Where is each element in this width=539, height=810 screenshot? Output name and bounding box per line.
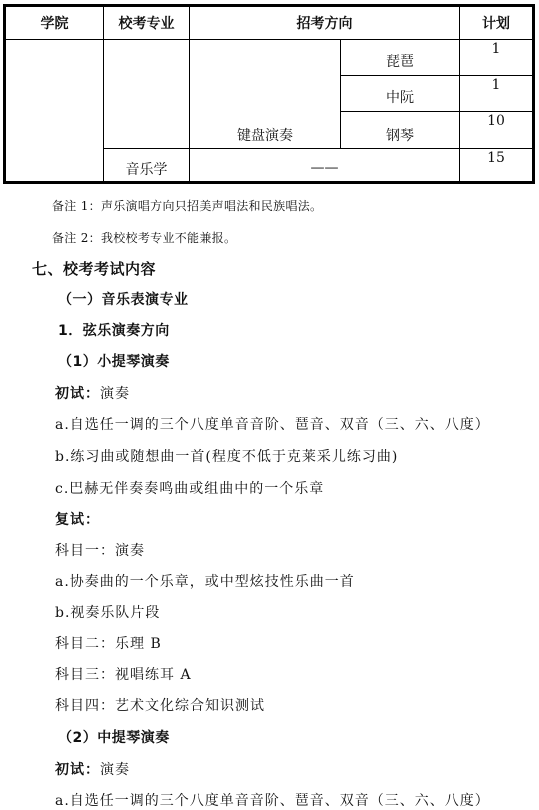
prelim-line <box>55 383 130 403</box>
list-item: 科目一：演奏 <box>55 543 145 559</box>
subsection-heading: （一）音乐表演专业 <box>58 292 189 308</box>
list-item: b.视奏乐队片段 <box>55 605 161 621</box>
list-item: c.巴赫无伴奏奏鸣曲或组曲中的一个乐章 <box>55 481 325 497</box>
list-item: a.自选任一调的三个八度单音音阶、琶音、双音（三、六、八度） <box>55 793 490 809</box>
cell-plan: 1 <box>491 77 501 93</box>
prelim-value: 演奏 <box>100 386 130 402</box>
cell-direction: 键盘演奏 <box>237 128 293 144</box>
header-direction: 招考方向 <box>296 16 353 32</box>
note-1: 备注 1：声乐演唱方向只招美声唱法和民族唱法。 <box>52 199 323 213</box>
final-label: 复试： <box>55 512 100 528</box>
item-heading: 1．弦乐演奏方向 <box>58 323 170 339</box>
header-plan: 计划 <box>482 16 510 32</box>
list-item: 科目四：艺术文化综合知识测试 <box>55 698 265 714</box>
prelim-label: 初试： <box>55 762 100 778</box>
cell-major: 音乐学 <box>125 162 168 178</box>
note-2: 备注 2：我校校考专业不能兼报。 <box>52 231 237 245</box>
prelim-label: 初试： <box>55 386 100 402</box>
list-item: 科目三：视唱练耳 A <box>55 667 192 683</box>
enrollment-plan-table <box>3 4 535 184</box>
header-major: 校考专业 <box>118 16 175 32</box>
cell-plan: 10 <box>487 113 505 129</box>
cell-sub-direction: 琵琶 <box>386 53 414 70</box>
instrument-heading: （1）小提琴演奏 <box>58 354 170 370</box>
list-item: b.练习曲或随想曲一首(程度不低于克莱采儿练习曲) <box>55 449 399 465</box>
cell-plan: 15 <box>487 150 505 166</box>
prelim-line <box>55 759 130 779</box>
cell-plan: 1 <box>491 41 501 57</box>
header-college: 学院 <box>40 16 69 32</box>
cell-sub-direction: 中阮 <box>386 89 414 106</box>
table-border-right <box>532 4 535 184</box>
section-heading: 七、校考考试内容 <box>32 260 157 278</box>
cell-direction: —— <box>310 160 339 176</box>
instrument-heading: （2）中提琴演奏 <box>58 730 170 746</box>
list-item: a.协奏曲的一个乐章，或中型炫技性乐曲一首 <box>55 574 355 590</box>
list-item: 科目二：乐理 B <box>55 636 162 652</box>
cell-sub-direction: 钢琴 <box>386 128 414 144</box>
table-border-bottom <box>3 181 535 184</box>
prelim-value: 演奏 <box>100 762 130 778</box>
list-item: a.自选任一调的三个八度单音音阶、琶音、双音（三、六、八度） <box>55 417 490 433</box>
